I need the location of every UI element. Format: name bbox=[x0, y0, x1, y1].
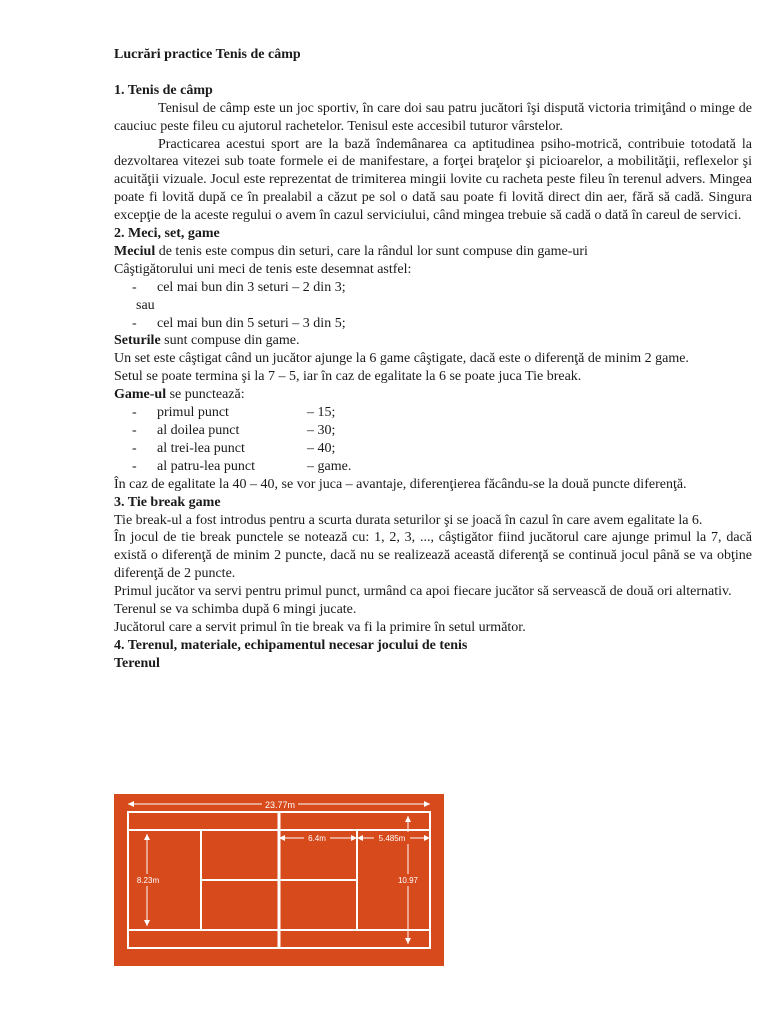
seturile-bold: Seturile bbox=[114, 333, 161, 349]
points-value: – 30; bbox=[307, 423, 336, 439]
section-1-paragraph-2: Practicarea acestui sport are la bază îndemânarea ca aptitudinea psiho-motrică, contribuie totodată la dezvoltarea vitezei sub toate formele ei de manifestare, a forţei braţelor şi picioarelor, a mobilităţii, reflexelor şi acuităţii vizuale. Jocul este reprezentat de trimiterea mingii lovite cu racheta peste fileu în terenul advers. Mingea poate fi lovită după ce în prealabil a căzut pe sol o dată sau poate fi lovită direct din aer, fără să cadă. Singura excepţie de la aceste regului o avem în cazul serviciului, când mingea trebuie să cadă o dată în careul de servici. bbox=[114, 136, 752, 224]
court-svg bbox=[114, 794, 444, 966]
section-3-paragraph-3: Primul jucător va servi pentru primul punct, urmând ca apoi fiecare jucător să servească de două ori alternativ. bbox=[114, 584, 732, 600]
list-item: - cel mai bun din 5 seturi – 3 din 5; bbox=[132, 315, 346, 331]
game-text: se punctează: bbox=[166, 387, 245, 403]
points-label: primul punct bbox=[157, 405, 229, 421]
section-4-heading: 4. Terenul, materiale, echipamentul necesar jocului de tenis bbox=[114, 637, 468, 653]
half-length-label: 5.485m bbox=[378, 834, 406, 843]
section-3-heading: 3. Tie break game bbox=[114, 494, 221, 510]
list-item-text: cel mai bun din 3 seturi – 2 din 3; bbox=[157, 279, 346, 295]
game-line bbox=[114, 386, 752, 404]
section-2-heading: 2. Meci, set, game bbox=[114, 226, 220, 242]
points-value: – 15; bbox=[307, 405, 336, 421]
section-3-paragraph-4: Terenul se va schimba după 6 mingi jucate. bbox=[114, 602, 357, 618]
meciul-line bbox=[114, 243, 752, 261]
section-4-subheading: Terenul bbox=[114, 655, 160, 671]
section-3-paragraph-1: Tie break-ul a fost introdus pentru a scurta durata seturilor şi se joacă în cazul în care avem egalitate la 6. bbox=[114, 512, 703, 528]
points-item: - al patru-lea punct – game. bbox=[132, 458, 352, 474]
section-1-paragraph-1: Tenisul de câmp este un joc sportiv, în care doi sau patru jucători îşi dispută victoria trimiţând o minge de cauciuc peste fileu cu ajutorul rachetelor. Tenisul este accesibil tuturor vârstelor. bbox=[114, 100, 752, 134]
singles-width-label: 8.23m bbox=[136, 876, 160, 885]
length-label: 23.77m bbox=[264, 800, 296, 810]
seturile-line bbox=[114, 332, 752, 350]
egalitate-paragraph: În caz de egalitate la 40 – 40, se vor juca – avantaje, diferenţierea făcându-se la două puncte diferenţă. bbox=[114, 476, 687, 492]
list-item: - cel mai bun din 3 seturi – 2 din 3; bbox=[132, 279, 346, 295]
list-item-text: cel mai bun din 5 seturi – 3 din 5; bbox=[157, 315, 346, 331]
set-paragraph-2: Setul se poate termina şi la 7 – 5, iar în caz de egalitate la 6 se poate juca Tie break. bbox=[114, 369, 582, 385]
document-title: Lucrări practice Tenis de câmp bbox=[114, 47, 301, 62]
section-1-heading: 1. Tenis de câmp bbox=[114, 82, 213, 98]
sau-text: sau bbox=[136, 297, 155, 313]
meciul-bold: Meciul bbox=[114, 243, 156, 259]
set-paragraph-1: Un set este câştigat când un jucător ajunge la 6 game câştigate, dacă este o diferenţă de minim 2 game. bbox=[114, 351, 689, 367]
castig-line: Câştigătorului uni meci de tenis este desemnat astfel: bbox=[114, 261, 412, 277]
points-item: - al doilea punct – 30; bbox=[132, 423, 336, 439]
tennis-court-diagram bbox=[114, 794, 444, 966]
meciul-text: de tenis este compus din seturi, care la rândul lor sunt compuse din game-uri bbox=[155, 243, 588, 259]
points-item: - primul punct – 15; bbox=[132, 405, 336, 421]
game-bold: Game-ul bbox=[114, 387, 167, 403]
points-label: al patru-lea punct bbox=[157, 458, 255, 474]
section-3-paragraph-2: În jocul de tie break punctele se notează cu: 1, 2, 3, ..., câştigător fiind jucătorul care ajunge primul la 7, dacă există o diferenţă de minim 2 puncte, dacă nu se realizează această diferenţă se continuă jocul până se va obţine diferenţă de 2 puncte. bbox=[114, 530, 752, 582]
service-label: 6.4m bbox=[308, 834, 326, 843]
points-item: - al trei-lea punct – 40; bbox=[132, 440, 336, 456]
seturile-text: sunt compuse din game. bbox=[160, 333, 300, 349]
points-label: al trei-lea punct bbox=[157, 440, 245, 456]
document-page bbox=[114, 46, 752, 673]
points-label: al doilea punct bbox=[157, 423, 240, 439]
section-3-paragraph-5: Jucătorul care a servit primul în tie break va fi la primire în setul următor. bbox=[114, 619, 526, 635]
points-value: – 40; bbox=[307, 440, 336, 456]
points-value: – game. bbox=[307, 458, 352, 474]
doubles-width-label: 10.97 bbox=[397, 876, 419, 885]
